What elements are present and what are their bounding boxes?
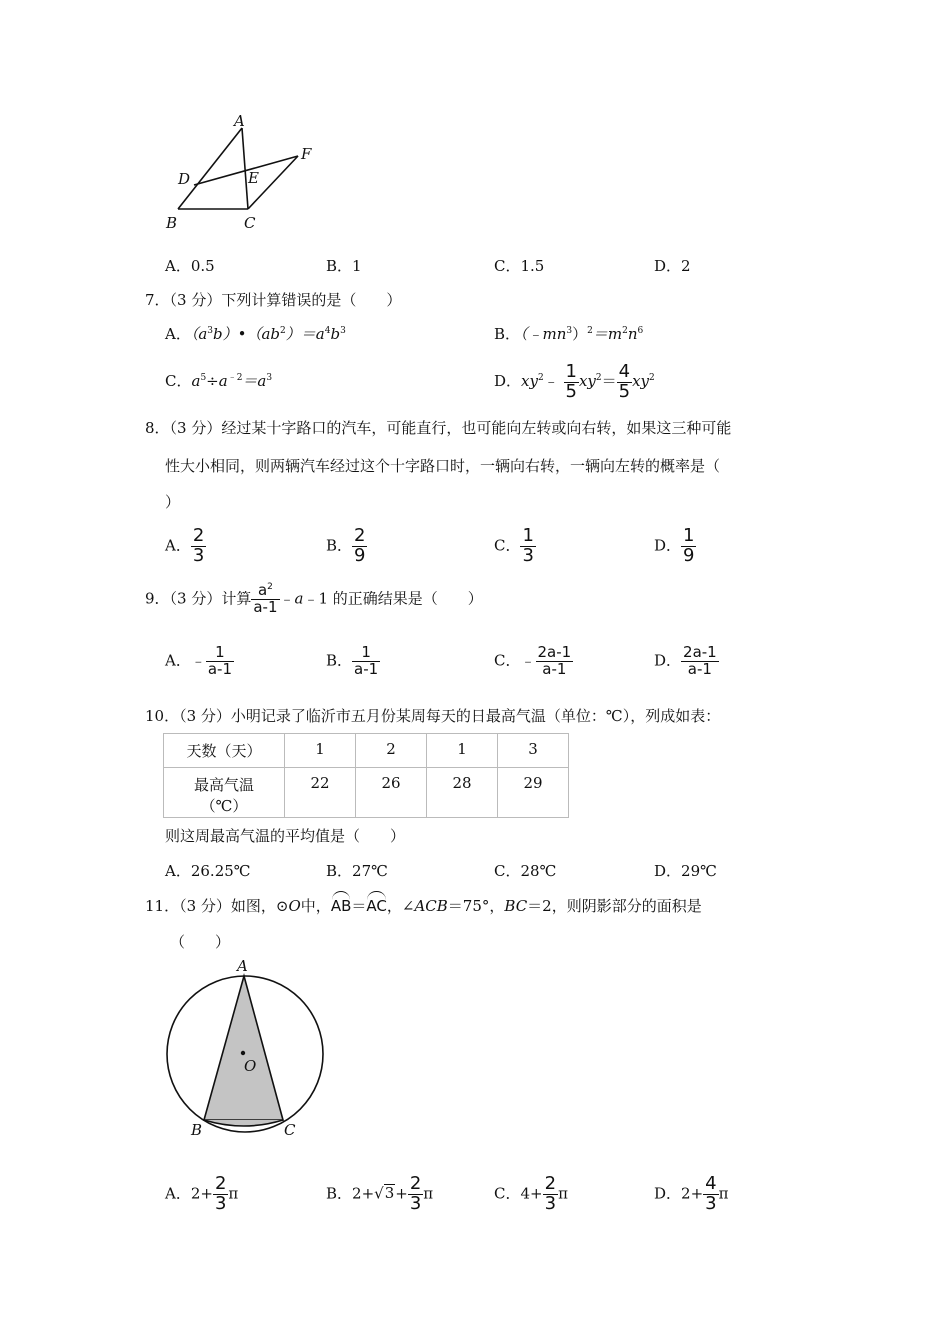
q8-option-c[interactable]: C． $\frac{1}{3}$ <box>494 525 534 566</box>
q10-option-c[interactable]: C．28℃ <box>494 862 557 880</box>
q9-fraction: $\frac{a^2}{a-1}$ <box>253 581 278 616</box>
temperature-table <box>163 733 569 818</box>
table-cell: 3 <box>498 734 569 768</box>
q10-option-d[interactable]: D．29℃ <box>654 862 717 880</box>
q10-option-b[interactable]: B．27℃ <box>326 862 388 880</box>
table-header-temp: 最高气温 （℃） <box>164 768 285 818</box>
q10-question: 则这周最高气温的平均值是（ ） <box>165 827 406 845</box>
fig6-label-d: D <box>178 170 191 188</box>
q9-option-c[interactable]: C．﹣ $\frac{2a-1}{a-1}$ <box>494 643 572 678</box>
q11-option-a[interactable]: A．2+ $\frac{2}{3}$ π <box>165 1173 239 1214</box>
table-cell: 28 <box>427 768 498 818</box>
table-cell: 1 <box>285 734 356 768</box>
table-cell: 2 <box>356 734 427 768</box>
arc-ab: AB <box>330 897 352 915</box>
table-row <box>164 768 569 818</box>
q8-stem-line3: ） <box>165 493 181 511</box>
fig6-label-e: E <box>248 169 259 187</box>
q11-stem: 11．（3 分）如图，⊙O中，AB＝AC，∠ACB＝75°，BC＝2，则阴影部分的面积是 <box>145 897 702 915</box>
q8-option-d[interactable]: D． $\frac{1}{9}$ <box>654 525 695 566</box>
q9-option-a[interactable]: A．﹣ $\frac{1}{a-1}$ <box>165 643 233 678</box>
q7-option-b[interactable]: B．$(﹣mn^3)^2=m^2n^6$ <box>494 325 644 343</box>
q9-stem: 9．（3 分）计算 $\frac{a^2}{a-1}$ ﹣a﹣1 的正确结果是（ ） <box>145 581 483 616</box>
q7-text: （3 分）下列计算错误的是（ ） <box>169 291 402 309</box>
sqrt-3: 3 <box>384 1184 395 1203</box>
fig11-label-b: B <box>191 1121 203 1139</box>
q8-option-b[interactable]: B． $\frac{2}{9}$ <box>326 525 366 566</box>
q6-option-a[interactable]: A．0.5 <box>165 257 215 275</box>
q7-option-c[interactable]: C．$a^5\div a^{﹣2}=a^3$ <box>165 372 273 390</box>
arc-ac: AC <box>366 897 387 915</box>
table-row <box>164 734 569 768</box>
q7-number: 7． <box>145 291 170 309</box>
fig6-label-f: F <box>301 145 312 163</box>
q10-option-a[interactable]: A．26.25℃ <box>165 862 251 880</box>
q11-paren: （ ） <box>170 933 231 951</box>
q7-stem <box>145 289 401 310</box>
q7-option-d[interactable]: D．$xy^2﹣$ $\frac{1}{5}$ $xy^2=$ $\frac{4}{5}$ $xy^2$ <box>494 360 655 402</box>
q11-option-b[interactable]: B．2+√3+ $\frac{2}{3}$ π <box>326 1173 434 1214</box>
q7-d-fraction-1: $\frac{1}{5}$ <box>565 360 577 402</box>
q8-option-a[interactable]: A． $\frac{2}{3}$ <box>165 525 205 566</box>
q8-stem-line1: 8．（3 分）经过某十字路口的汽车，可能直行，也可能向左转或向右转，如果这三种可能 <box>145 419 732 437</box>
q11-option-d[interactable]: D．2+ $\frac{4}{3}$ π <box>654 1173 729 1214</box>
fig11-label-a: A <box>237 957 248 975</box>
q6-option-d[interactable]: D．2 <box>654 257 691 275</box>
q7-option-a[interactable]: A．$(a^3b)•(ab^2)=a^4b^3$ <box>165 325 346 343</box>
table-header-days: 天数（天） <box>164 734 285 768</box>
q11-circle-figure <box>160 955 335 1140</box>
fig11-label-c: C <box>284 1121 296 1139</box>
table-cell: 26 <box>356 768 427 818</box>
fig11-label-o: O <box>244 1057 257 1075</box>
q11-option-c[interactable]: C．4+ $\frac{2}{3}$ π <box>494 1173 568 1214</box>
q6-option-c[interactable]: C．1.5 <box>494 257 545 275</box>
fig6-label-a: A <box>234 112 245 130</box>
q8-stem-line2: 性大小相同，则两辆汽车经过这个十字路口时，一辆向右转，一辆向左转的概率是（ <box>165 457 721 475</box>
q10-stem: 10．（3 分）小明记录了临沂市五月份某周每天的日最高气温（单位：℃），列成如表： <box>145 707 721 725</box>
q6-option-b[interactable]: B．1 <box>326 257 362 275</box>
table-cell: 22 <box>285 768 356 818</box>
q6-figure <box>160 108 330 233</box>
q9-option-b[interactable]: B． $\frac{1}{a-1}$ <box>326 643 379 678</box>
fig6-label-c: C <box>244 214 256 232</box>
table-cell: 1 <box>427 734 498 768</box>
fig6-label-b: B <box>166 214 178 232</box>
table-cell: 29 <box>498 768 569 818</box>
q7-d-fraction-2: $\frac{4}{5}$ <box>618 360 631 402</box>
q9-option-d[interactable]: D． $\frac{2a-1}{a-1}$ <box>654 643 717 678</box>
